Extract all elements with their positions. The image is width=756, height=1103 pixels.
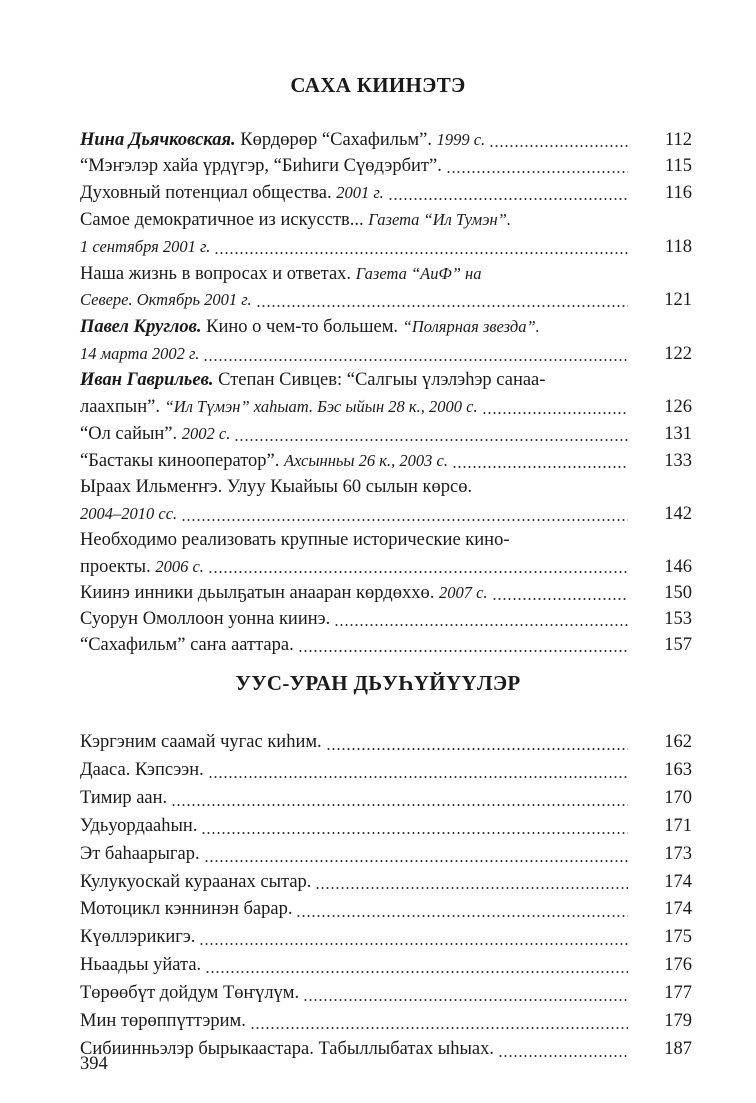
entry-text: проекты. [80, 556, 156, 577]
dot-leader [214, 252, 628, 254]
dot-leader [388, 198, 628, 200]
dot-leader [446, 171, 628, 173]
entry-text: Ыраах Ильмеҥҥэ. Улуу Кыайыы 60 сылын көрсө. [80, 476, 473, 497]
entry-title [80, 554, 204, 581]
entry-source: 2006 с. [155, 556, 204, 576]
dot-leader [296, 915, 628, 917]
entry-text: Кулукуоскай кураанах сытар. [80, 871, 312, 892]
entry-page-number: 146 [664, 556, 692, 577]
entry-page-number: 187 [664, 1038, 692, 1059]
dot-leader [452, 466, 628, 468]
entry-text: “Ол сайын”. [80, 423, 182, 444]
entry-title [80, 1008, 246, 1036]
entry-title [80, 394, 478, 421]
entry-text: Степан Сивцев: “Салгыы үлэлэһэр санаа- [213, 370, 546, 391]
entry-title [80, 841, 200, 869]
entry-page-number: 133 [664, 450, 692, 471]
entry-text: Киинэ инники дьылҕатын анааран көрдөххө. [80, 583, 439, 604]
dot-leader [199, 943, 628, 945]
entry-text: Дааса. Кэпсээн. [80, 759, 204, 780]
toc-entry-line [80, 180, 692, 207]
toc-entry-line [80, 896, 692, 924]
toc-entry-line [80, 154, 692, 180]
entry-text: Күөллэрикигэ. [80, 927, 196, 948]
dot-leader [492, 598, 628, 600]
entry-text: лаахпын”. [80, 397, 165, 418]
dot-leader [208, 776, 628, 778]
entry-page-number: 116 [664, 182, 692, 203]
dot-leader [204, 860, 628, 862]
entry-text: Эт баһаарыгар. [80, 843, 200, 864]
entry-source: 2004–2010 сс. [80, 503, 178, 523]
entry-page-number: 171 [664, 815, 692, 836]
toc-entry-line [80, 980, 692, 1008]
dot-leader [250, 1027, 628, 1029]
entry-title [80, 501, 177, 528]
toc-entry-line [80, 207, 692, 234]
entry-text: Сибиинньэлэр бырыкаастара. Табыллыбатах ыһыах. [80, 1038, 494, 1059]
entry-title [80, 869, 311, 897]
toc-entry-line [80, 1036, 692, 1064]
entry-text: “Сахафильм” саҥа ааттара. [80, 635, 294, 656]
entry-title [80, 368, 545, 394]
entry-title [80, 952, 201, 980]
entry-page-number: 177 [664, 983, 692, 1004]
dot-leader [298, 650, 628, 652]
entry-page-number: 163 [664, 759, 692, 780]
entry-title [80, 287, 252, 314]
entry-source: 2001 г. [336, 182, 384, 202]
toc-section-2 [80, 729, 692, 1064]
dot-leader [208, 571, 628, 573]
entry-title [80, 896, 292, 924]
entry-title [80, 421, 230, 448]
entry-page-number: 150 [664, 583, 692, 604]
toc-entry-line [80, 314, 692, 341]
entry-page-number: 142 [664, 503, 692, 524]
entry-title [80, 234, 210, 261]
entry-source: Газета “АиФ” на [355, 263, 482, 283]
entry-title [80, 633, 294, 659]
entry-source: 2007 с. [438, 583, 488, 603]
entry-page-number: 175 [664, 927, 692, 948]
toc-entry-line [80, 341, 692, 368]
toc-entry-line [80, 757, 692, 785]
dot-leader [234, 439, 628, 441]
entry-text: “Мэҥэлэр хайа үрдүгэр, “Биһиги Сүөдэрбит”. [80, 155, 442, 176]
entry-title [80, 785, 167, 813]
entry-title [80, 580, 488, 607]
dot-leader [315, 887, 628, 889]
toc-entry-line [80, 633, 692, 659]
entry-text: Кино о чем-то большем. [201, 317, 403, 338]
entry-source: 1999 с. [436, 130, 486, 149]
entry-text: Удьуордааһын. [80, 815, 198, 836]
entry-page-number: 131 [664, 423, 692, 444]
entry-title [80, 127, 485, 154]
page-number: 394 [80, 1054, 108, 1074]
entry-author: Павел Круглов. [80, 317, 202, 338]
entry-source: Севере. Октябрь 2001 г. [80, 290, 252, 310]
entry-title [80, 757, 204, 785]
toc-entry-line [80, 475, 692, 501]
entry-page-number: 179 [664, 1011, 692, 1032]
entry-text: Духовный потенциал общества. [80, 182, 337, 203]
entry-title [80, 180, 384, 207]
entry-title [80, 448, 448, 475]
dot-leader [498, 1055, 628, 1057]
entry-author: Нина Дьячковская. [80, 130, 236, 150]
entry-page-number: 173 [664, 843, 692, 864]
entry-page-number: 112 [664, 130, 692, 150]
toc-entry-line [80, 813, 692, 841]
entry-page-number: 174 [664, 899, 692, 920]
dot-leader [482, 412, 628, 414]
toc-entry-line [80, 394, 692, 421]
entry-text: Тимир аан. [80, 787, 168, 808]
dot-leader [334, 624, 628, 626]
section-heading-2: УУС-УРАН ДЬУҺҮЙҮҮЛЭР [235, 671, 521, 695]
dot-leader [326, 748, 628, 750]
entry-source: “Ил Түмэн” хаһыат. Бэс ыйын 28 к., 2000 с. [164, 397, 478, 417]
entry-title [80, 261, 481, 288]
dot-leader [205, 971, 628, 973]
entry-source: 1 сентября 2001 г. [80, 236, 211, 256]
dot-leader [181, 519, 628, 521]
entry-title [80, 154, 442, 180]
toc-entry-line [80, 261, 692, 288]
dot-leader [203, 359, 628, 361]
entry-title [80, 729, 322, 757]
entry-text: Ньаадьы уйата. [80, 955, 202, 976]
entry-text: Кэргэним саамай чугас киһим. [80, 732, 322, 752]
entry-text: Необходимо реализовать крупные исторические кино- [80, 529, 510, 550]
entry-text: Көрдөрөр “Сахафильм”. [235, 130, 437, 150]
section-heading-1: САХА КИИНЭТЭ [290, 73, 466, 97]
dot-leader [201, 832, 628, 834]
dot-leader [489, 145, 628, 147]
toc-entry-line [80, 528, 692, 554]
entry-source: Газета “Ил Тумэн”. [368, 209, 511, 229]
entry-page-number: 176 [664, 955, 692, 976]
entry-text: Самое демократичное из искусств... [80, 209, 369, 230]
entry-title [80, 1036, 494, 1064]
entry-source: Ахсынньы 26 к., 2003 с. [284, 450, 448, 470]
entry-source: 14 марта 2002 г. [80, 344, 200, 364]
dot-leader [303, 999, 628, 1001]
entry-title [80, 607, 330, 633]
entry-page-number: 174 [664, 871, 692, 892]
entry-text: “Бастакы кинооператор”. [80, 450, 285, 471]
toc-entry-line [80, 287, 692, 314]
toc-entry-line [80, 729, 692, 757]
dot-leader [256, 305, 628, 307]
entry-page-number: 153 [664, 609, 692, 630]
dot-leader [171, 804, 628, 806]
entry-title [80, 341, 199, 368]
toc-section-1 [80, 127, 692, 659]
entry-page-number: 170 [664, 787, 692, 808]
toc-entry-line [80, 841, 692, 869]
entry-page-number: 118 [664, 236, 692, 257]
toc-entry-line [80, 127, 692, 154]
entry-title [80, 207, 511, 234]
entry-text: Наша жизнь в вопросах и ответах. [80, 263, 356, 284]
toc-entry-line [80, 554, 692, 581]
toc-entry-line [80, 952, 692, 980]
entry-author: Иван Гаврильев. [80, 370, 214, 391]
toc-entry-line [80, 1008, 692, 1036]
entry-source: “Полярная звезда”. [402, 317, 540, 337]
toc-entry-line [80, 785, 692, 813]
toc-entry-line [80, 421, 692, 448]
entry-text: Суорун Омоллоон уонна киинэ. [80, 609, 331, 630]
entry-title [80, 314, 540, 341]
entry-text: Мин төрөппүттэрим. [80, 1011, 246, 1032]
toc-entry-line [80, 368, 692, 394]
entry-page-number: 157 [664, 635, 692, 656]
entry-title [80, 813, 197, 841]
entry-page-number: 162 [664, 732, 692, 752]
entry-page-number: 115 [664, 155, 692, 176]
entry-page-number: 126 [664, 397, 692, 418]
toc-entry-line [80, 448, 692, 475]
toc-entry-line [80, 234, 692, 261]
toc-entry-line [80, 924, 692, 952]
toc-entry-line [80, 869, 692, 897]
entry-text: Мотоцикл кэннинэн барар. [80, 899, 293, 920]
entry-text: Төрөөбүт дойдум Төҥүлүм. [80, 983, 300, 1004]
toc-entry-line [80, 580, 692, 607]
entry-page-number: 122 [664, 344, 692, 365]
entry-title [80, 528, 509, 554]
toc-entry-line [80, 607, 692, 633]
entry-title [80, 980, 299, 1008]
toc-entry-line [80, 501, 692, 528]
entry-page-number: 121 [664, 290, 692, 311]
entry-title [80, 924, 195, 952]
entry-title [80, 475, 472, 501]
entry-source: 2002 с. [181, 423, 231, 443]
